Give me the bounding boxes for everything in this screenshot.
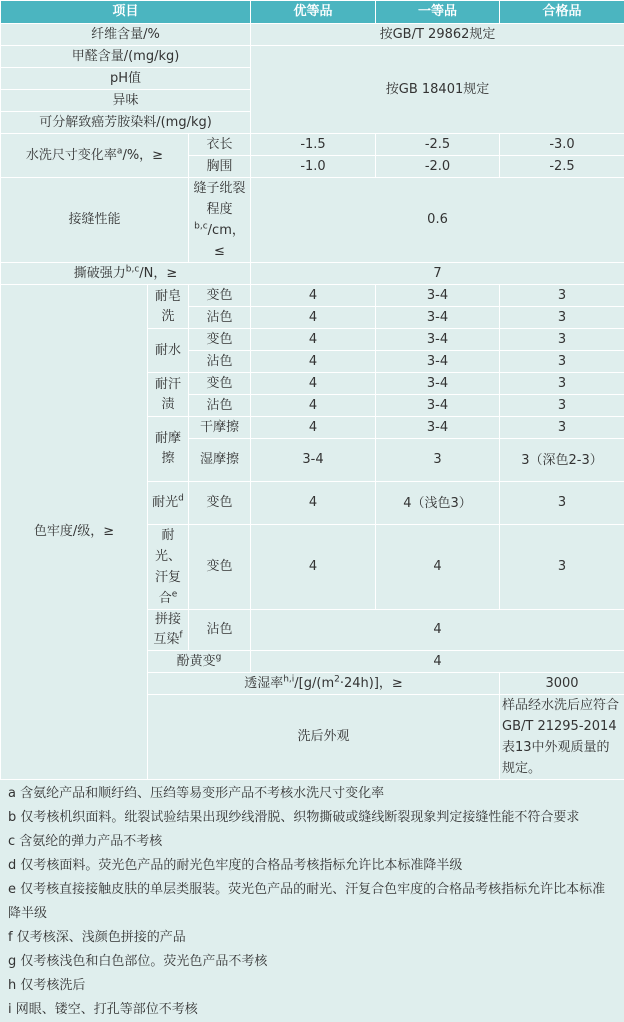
group-label: 耐汗渍 <box>148 373 189 417</box>
footnote: d 仅考核面料。荧光色产品的耐光色牢度的合格品考核指标允许比本标准降半级 <box>8 854 618 878</box>
value-cell: -2.0 <box>376 156 500 178</box>
value-cell: -1.0 <box>251 156 376 178</box>
footnote: b 仅考核机织面料。纰裂试验结果出现纱线滑脱、织物撕破或缝线断裂现象判定接缝性能不符合要求 <box>8 806 618 830</box>
value-cell: 4 <box>251 351 376 373</box>
header-superior: 优等品 <box>251 1 376 24</box>
value-cell: 3-4 <box>376 329 500 351</box>
value-cell: 4 <box>251 395 376 417</box>
table-row <box>1 285 624 307</box>
footnote: c 含氨纶的弹力产品不考核 <box>8 830 618 854</box>
table-header <box>1 1 624 24</box>
sub-label: 变色 <box>189 373 251 395</box>
footnote: i 网眼、镂空、打孔等部位不考核 <box>8 998 618 1022</box>
value-cell: 4 <box>251 307 376 329</box>
footnote: e 仅考核直接接触皮肤的单层类服装。荧光色产品的耐光、汗复合色牢度的合格品考核指标允许比本标准降半级 <box>8 878 618 926</box>
sub-label: 沾色 <box>189 395 251 417</box>
value-cell: 4 <box>251 417 376 439</box>
header-first: 一等品 <box>376 1 500 24</box>
group-label: 耐光、汗复合$^e$ <box>148 525 189 610</box>
footnote: f 仅考核深、浅颜色拼接的产品 <box>8 926 618 950</box>
sub-label: 衣长 <box>189 134 251 156</box>
row-value: 4 <box>251 610 624 651</box>
sub-label: 变色 <box>189 482 251 525</box>
value-cell: 3 <box>500 285 624 307</box>
row-label: 色牢度/级，≥ <box>1 285 148 780</box>
value-cell: 3-4 <box>376 285 500 307</box>
value-cell: 3 <box>500 482 624 525</box>
footnote: g 仅考核浅色和白色部位。荧光色产品不考核 <box>8 950 618 974</box>
row-value: 按GB/T 29862规定 <box>251 24 624 46</box>
sub-label: 变色 <box>189 285 251 307</box>
header-qualified: 合格品 <box>500 1 624 24</box>
value-cell: 3 <box>500 307 624 329</box>
table-row <box>1 178 624 263</box>
row-label: 甲醛含量/(mg/kg) <box>1 46 251 68</box>
sub-label: 缝子纰裂程度$^{b,c}$/cm，≤ <box>189 178 251 263</box>
group-label: 耐水 <box>148 329 189 373</box>
value-cell: 3-4 <box>376 373 500 395</box>
row-label: 透湿率$^{h,i}/[g/(m^2\cdot 24h)]$，≥ <box>148 673 500 695</box>
row-value: 4 <box>251 651 624 673</box>
row-label: 水洗尺寸变化率$^a$/%，≥ <box>1 134 189 178</box>
value-cell: 3-4 <box>376 351 500 373</box>
header-item: 项目 <box>1 1 251 24</box>
row-label: 接缝性能 <box>1 178 189 263</box>
row-label: pH值 <box>1 68 251 90</box>
row-value: 3000 <box>500 673 624 695</box>
group-label: 耐皂洗 <box>148 285 189 329</box>
value-cell: 4 <box>251 373 376 395</box>
table-row <box>1 24 624 46</box>
value-cell: 4 <box>376 525 500 610</box>
sub-label: 沾色 <box>189 351 251 373</box>
value-cell: 3-4 <box>251 439 376 482</box>
value-cell: 3（深色2-3） <box>500 439 624 482</box>
footnote: h 仅考核洗后 <box>8 974 618 998</box>
table-row <box>1 46 624 68</box>
group-label: 拼接互染$^f$ <box>148 610 189 651</box>
value-cell: 3 <box>500 329 624 351</box>
row-label: 异味 <box>1 90 251 112</box>
row-label: 可分解致癌芳胺染料/(mg/kg) <box>1 112 251 134</box>
sub-label: 变色 <box>189 329 251 351</box>
value-cell: -1.5 <box>251 134 376 156</box>
value-cell: 4 <box>251 285 376 307</box>
row-label: 纤维含量/% <box>1 24 251 46</box>
value-cell: 3 <box>500 395 624 417</box>
table-row <box>1 263 624 285</box>
value-cell: 3 <box>376 439 500 482</box>
value-cell: 4 <box>251 482 376 525</box>
row-value: 7 <box>251 263 624 285</box>
value-cell: 4 <box>251 329 376 351</box>
sub-label: 湿摩擦 <box>189 439 251 482</box>
value-cell: 3 <box>500 525 624 610</box>
value-cell: 4（浅色3） <box>376 482 500 525</box>
group-label: 酚黄变$^g$ <box>148 651 251 673</box>
value-cell: 3 <box>500 351 624 373</box>
sub-label: 沾色 <box>189 610 251 651</box>
sub-label: 变色 <box>189 525 251 610</box>
value-cell: 3-4 <box>376 417 500 439</box>
value-cell: 3 <box>500 417 624 439</box>
footnotes <box>0 780 624 1022</box>
group-label: 耐光$^d$ <box>148 482 189 525</box>
sub-label: 胸围 <box>189 156 251 178</box>
sub-label: 沾色 <box>189 307 251 329</box>
value-cell: 3-4 <box>376 307 500 329</box>
group-label: 耐摩擦 <box>148 417 189 482</box>
value-cell: -3.0 <box>500 134 624 156</box>
row-value: 0.6 <box>251 178 624 263</box>
table-row <box>1 134 624 156</box>
footnote: a 含氨纶产品和顺纡绉、压绉等易变形产品不考核水洗尺寸变化率 <box>8 782 618 806</box>
row-label: 洗后外观 <box>148 695 500 780</box>
value-cell: -2.5 <box>500 156 624 178</box>
value-cell: 3 <box>500 373 624 395</box>
value-cell: -2.5 <box>376 134 500 156</box>
sub-label: 干摩擦 <box>189 417 251 439</box>
row-value: 按GB 18401规定 <box>251 46 624 134</box>
row-label: 撕破强力$^{b,c}$/N，≥ <box>1 263 251 285</box>
value-cell: 3-4 <box>376 395 500 417</box>
value-cell: 4 <box>251 525 376 610</box>
row-value: 样品经水洗后应符合GB/T 21295-2014表13中外观质量的规定。 <box>500 695 624 780</box>
